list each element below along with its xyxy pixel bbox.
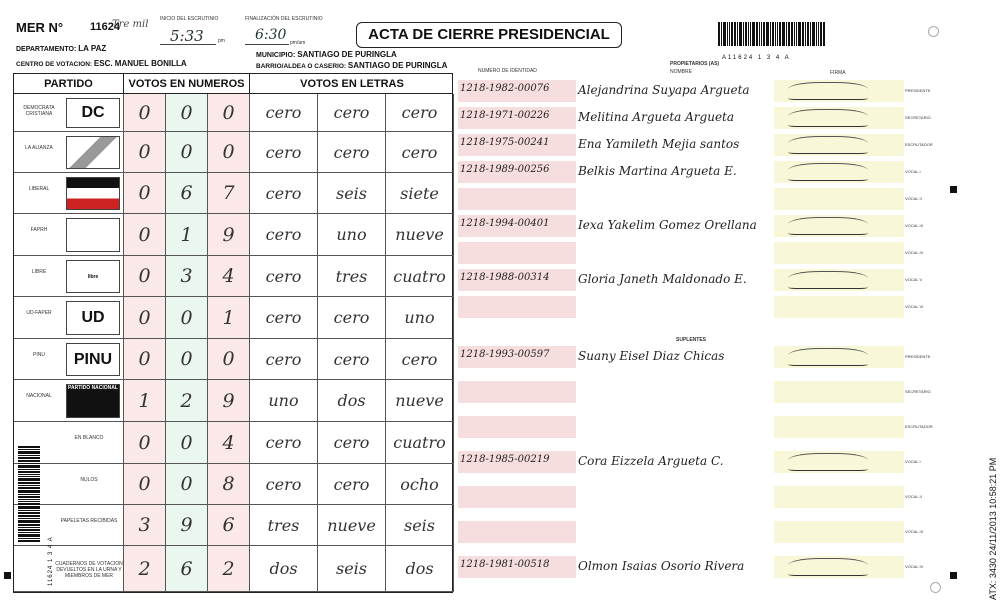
party-name: FAPRH bbox=[30, 227, 48, 233]
member-name: Alejandrina Suyapa Argueta bbox=[578, 83, 750, 97]
vote-number-digit: 4 bbox=[208, 422, 250, 464]
id-cell bbox=[458, 486, 576, 508]
left-barcode bbox=[18, 446, 40, 586]
vote-number-digit: 0 bbox=[124, 339, 166, 380]
barcode-bar bbox=[739, 22, 742, 46]
member-name: Melitina Argueta Argueta bbox=[578, 110, 735, 124]
barcode-bar bbox=[18, 465, 40, 468]
member-id: 1218-1993-00597 bbox=[460, 349, 550, 360]
table-header bbox=[14, 74, 452, 94]
barcode-bar bbox=[18, 474, 40, 475]
member-row bbox=[458, 486, 904, 508]
party-name: DEMOCRATA CRISTIANA bbox=[23, 105, 55, 117]
barcode-bar bbox=[18, 540, 40, 542]
barcode-bar bbox=[18, 512, 40, 514]
vote-word: cero bbox=[250, 214, 318, 256]
propietarios-label: PROPIETARIOS (AS) bbox=[670, 61, 720, 67]
barrio-line bbox=[256, 61, 447, 70]
signature-scribble bbox=[788, 453, 868, 471]
col-partido: PARTIDO bbox=[14, 74, 124, 94]
party-name: LIBERAL bbox=[28, 185, 50, 192]
barcode-bar bbox=[18, 446, 40, 448]
vote-word: tres bbox=[250, 505, 318, 546]
vote-number-digit: 9 bbox=[208, 380, 250, 422]
vote-word: seis bbox=[318, 546, 386, 592]
member-role: VOCAL V bbox=[905, 277, 923, 282]
barcode-bar bbox=[823, 22, 825, 46]
party-name: NULOS bbox=[80, 476, 98, 483]
party-cell bbox=[14, 214, 124, 256]
signature-scribble bbox=[788, 558, 868, 576]
vote-word: seis bbox=[386, 505, 454, 546]
member-role: VOCAL IV bbox=[905, 564, 924, 569]
inicio-label: INICIO DEL ESCRUTINIO bbox=[160, 16, 219, 22]
final-ampm: pm/am bbox=[290, 40, 306, 46]
vote-number-digit: 1 bbox=[124, 380, 166, 422]
barcode-bar bbox=[748, 22, 749, 46]
party-name: UD-FAPER bbox=[26, 310, 52, 316]
vote-number-digit: 7 bbox=[208, 173, 250, 214]
member-role: VOCAL II bbox=[905, 196, 922, 201]
party-logo: UD bbox=[66, 301, 120, 335]
id-cell bbox=[458, 188, 576, 210]
vote-number-digit: 0 bbox=[124, 214, 166, 256]
party-name: CUADERNOS DE VOTACION DEVUELTOS EN LA URNA Y MIEMBROS DE MER bbox=[55, 561, 123, 579]
vote-number-digit: 9 bbox=[208, 214, 250, 256]
member-row bbox=[458, 269, 904, 291]
party-name: NACIONAL bbox=[26, 393, 52, 399]
member-role: VOCAL III bbox=[905, 529, 923, 534]
signature-scribble bbox=[788, 109, 868, 127]
party-logo: DC bbox=[66, 98, 120, 128]
vote-word: uno bbox=[386, 297, 454, 339]
vote-number-digit: 1 bbox=[166, 214, 208, 256]
barcode-bar bbox=[816, 22, 817, 46]
barcode-bar bbox=[750, 22, 751, 46]
vote-word: cero bbox=[250, 297, 318, 339]
vote-word: cuatro bbox=[386, 256, 454, 297]
corner-hole-icon-bottom bbox=[930, 582, 941, 593]
vote-number-digit: 0 bbox=[124, 256, 166, 297]
signature-cell bbox=[774, 296, 904, 318]
barcode-bar bbox=[18, 538, 40, 539]
inicio-ampm: pm bbox=[218, 38, 225, 44]
barcode-bar bbox=[818, 22, 819, 46]
signature-cell bbox=[774, 188, 904, 210]
vote-number-digit: 0 bbox=[208, 94, 250, 132]
member-name: Gloria Janeth Maldonado E. bbox=[578, 272, 747, 286]
member-row bbox=[458, 381, 904, 403]
municipio-line bbox=[256, 50, 397, 59]
member-role: SECRETARIO bbox=[905, 115, 931, 120]
signature-cell bbox=[774, 242, 904, 264]
barrio-value: SANTIAGO DE PURINGLA bbox=[347, 61, 448, 70]
vote-number-digit: 0 bbox=[124, 422, 166, 464]
vote-word: cero bbox=[250, 422, 318, 464]
vote-word: dos bbox=[386, 546, 454, 592]
barcode-bar bbox=[718, 22, 720, 46]
vote-number-digit: 3 bbox=[124, 505, 166, 546]
party-name: EN BLANCO bbox=[74, 435, 104, 441]
member-name: Belkis Martina Argueta E. bbox=[578, 164, 737, 178]
barcode-bar bbox=[18, 487, 40, 489]
top-barcode bbox=[718, 22, 846, 52]
centro-line bbox=[16, 59, 187, 68]
vote-number-digit: 0 bbox=[208, 339, 250, 380]
barcode-bar bbox=[796, 22, 797, 46]
member-row bbox=[458, 161, 904, 183]
name-cell bbox=[576, 188, 776, 210]
barcode-bar bbox=[723, 22, 726, 46]
vote-word: cero bbox=[386, 94, 454, 132]
member-role: VOCAL III bbox=[905, 223, 923, 228]
name-cell bbox=[576, 381, 776, 403]
name-cell bbox=[576, 296, 776, 318]
party-logo bbox=[66, 136, 120, 169]
member-row bbox=[458, 556, 904, 578]
barcode-bar bbox=[18, 494, 40, 495]
barcode-bar bbox=[18, 469, 40, 470]
party-cell bbox=[14, 297, 124, 339]
signature-scribble bbox=[788, 271, 868, 289]
member-role: VOCAL VI bbox=[905, 304, 924, 309]
signature-cell bbox=[774, 486, 904, 508]
signature-cell bbox=[774, 416, 904, 438]
mer-script: Tre mil bbox=[112, 19, 149, 30]
vote-number-digit: 0 bbox=[124, 94, 166, 132]
col-numeros: VOTOS EN NUMEROS bbox=[124, 74, 250, 94]
vote-number-digit: 1 bbox=[208, 297, 250, 339]
barcode-bar bbox=[18, 527, 40, 528]
barcode-bar bbox=[18, 463, 40, 464]
col-letras: VOTOS EN LETRAS bbox=[300, 78, 404, 90]
signature-scribble bbox=[788, 348, 868, 366]
member-row bbox=[458, 416, 904, 438]
member-row bbox=[458, 296, 904, 318]
party-name: LIBRE bbox=[31, 268, 47, 275]
member-row bbox=[458, 215, 904, 237]
vote-table bbox=[13, 73, 453, 593]
barcode-bar bbox=[18, 534, 40, 537]
barcode-bar bbox=[731, 22, 733, 46]
barcode-bar bbox=[18, 482, 40, 484]
barcode-bar bbox=[18, 490, 40, 493]
vote-number-digit: 4 bbox=[208, 256, 250, 297]
barcode-bar bbox=[18, 451, 40, 454]
barcode-bar bbox=[18, 501, 40, 502]
vote-word: cero bbox=[386, 339, 454, 380]
barcode-bar bbox=[18, 503, 40, 505]
member-id: 1218-1994-00401 bbox=[460, 218, 550, 229]
barcode-bar bbox=[802, 22, 804, 46]
vote-word: nueve bbox=[386, 214, 454, 256]
vote-word: dos bbox=[250, 546, 318, 592]
barcode-bar bbox=[721, 22, 722, 46]
vote-word: cero bbox=[318, 94, 386, 132]
member-id: 1218-1971-00226 bbox=[460, 110, 550, 121]
nombre-column-label: NOMBRE bbox=[670, 69, 692, 75]
id-cell bbox=[458, 521, 576, 543]
departamento-line bbox=[16, 44, 106, 53]
vote-word: cero bbox=[318, 297, 386, 339]
member-name: Olmon Isaias Osorio Rivera bbox=[578, 559, 745, 573]
final-time: 6:30 bbox=[255, 27, 287, 43]
corner-hole-icon bbox=[928, 26, 939, 37]
barcode-bar bbox=[770, 22, 771, 46]
vote-number-digit: 2 bbox=[124, 546, 166, 592]
barcode-bar bbox=[18, 499, 40, 500]
vote-number-digit: 0 bbox=[124, 132, 166, 173]
member-row bbox=[458, 451, 904, 473]
member-id: 1218-1982-00076 bbox=[460, 83, 550, 94]
mer-number: 11624 bbox=[90, 21, 120, 33]
member-role: ESCRUTADOR bbox=[905, 424, 933, 429]
vote-word: seis bbox=[318, 173, 386, 214]
member-row bbox=[458, 134, 904, 156]
inicio-underline bbox=[160, 44, 216, 45]
barcode-bar bbox=[729, 22, 730, 46]
vote-word: cero bbox=[318, 422, 386, 464]
signature-cell bbox=[774, 381, 904, 403]
vote-number-digit: 0 bbox=[208, 132, 250, 173]
barcode-bar bbox=[18, 496, 40, 498]
barcode-bar bbox=[18, 485, 40, 486]
member-row bbox=[458, 107, 904, 129]
name-cell bbox=[576, 521, 776, 543]
party-name: LA ALIANZA bbox=[25, 144, 53, 151]
barcode-bar bbox=[18, 518, 40, 519]
barcode-bar bbox=[18, 529, 40, 531]
vote-number-digit: 0 bbox=[124, 297, 166, 339]
vote-word: uno bbox=[318, 214, 386, 256]
signature-scribble bbox=[788, 163, 868, 181]
barcode-bar bbox=[18, 471, 40, 473]
vote-number-digit: 6 bbox=[166, 173, 208, 214]
barcode-bar bbox=[18, 520, 40, 523]
vote-word: cero bbox=[318, 339, 386, 380]
barcode-bar bbox=[18, 532, 40, 533]
barcode-bar bbox=[812, 22, 815, 46]
municipio-value: SANTIAGO DE PURINGLA bbox=[297, 50, 397, 59]
centro-label: CENTRO DE VOTACION: bbox=[16, 61, 93, 68]
member-role: VOCAL I bbox=[905, 169, 921, 174]
barcode-bar bbox=[18, 524, 40, 526]
barcode-bar bbox=[18, 478, 40, 481]
vote-word: cero bbox=[318, 132, 386, 173]
member-role: VOCAL I bbox=[905, 459, 921, 464]
party-name: PINU bbox=[33, 351, 45, 358]
barcode-bar bbox=[805, 22, 806, 46]
barcode-bar bbox=[807, 22, 809, 46]
vote-word: ocho bbox=[386, 464, 454, 505]
departamento-label: DEPARTAMENTO: bbox=[16, 46, 77, 53]
vote-word: cero bbox=[250, 132, 318, 173]
vote-word: cero bbox=[250, 173, 318, 214]
barcode-bar bbox=[737, 22, 738, 46]
member-row bbox=[458, 188, 904, 210]
party-cell bbox=[14, 380, 124, 422]
vote-word: cero bbox=[250, 339, 318, 380]
member-row bbox=[458, 346, 904, 368]
barcode-bar bbox=[727, 22, 728, 46]
barcode-bar bbox=[788, 22, 790, 46]
name-cell bbox=[576, 486, 776, 508]
vote-number-digit: 3 bbox=[166, 256, 208, 297]
id-column-label: NUMERO DE IDENTIDAD bbox=[478, 68, 537, 74]
vote-word: cero bbox=[250, 464, 318, 505]
registration-mark bbox=[4, 572, 11, 579]
barcode-bar bbox=[763, 22, 765, 46]
barcode-bar bbox=[752, 22, 755, 46]
vote-number-digit: 9 bbox=[166, 505, 208, 546]
final-underline bbox=[245, 44, 289, 45]
vote-number-digit: 8 bbox=[208, 464, 250, 505]
barcode-bar bbox=[18, 510, 40, 511]
barcode-bar bbox=[820, 22, 822, 46]
member-id: 1218-1975-00241 bbox=[460, 137, 550, 148]
id-cell bbox=[458, 416, 576, 438]
barcode-bar bbox=[772, 22, 774, 46]
registration-mark bbox=[950, 572, 957, 579]
vote-number-digit: 6 bbox=[166, 546, 208, 592]
party-cell bbox=[14, 173, 124, 214]
departamento-value: LA PAZ bbox=[78, 44, 107, 53]
vote-number-digit: 0 bbox=[124, 464, 166, 505]
member-id: 1218-1988-00314 bbox=[460, 272, 550, 283]
barcode-bar bbox=[775, 22, 776, 46]
party-logo: PINU bbox=[66, 343, 120, 376]
party-cell bbox=[14, 256, 124, 297]
left-barcode-text: 11624 1 3 4 A bbox=[48, 536, 54, 586]
municipio-label: MUNICIPIO: bbox=[256, 52, 296, 59]
name-cell bbox=[576, 416, 776, 438]
member-name: Iexa Yakelim Gomez Orellana bbox=[578, 218, 757, 232]
signature-cell bbox=[774, 521, 904, 543]
member-role: PRESIDENTE bbox=[905, 88, 931, 93]
barcode-bar bbox=[745, 22, 747, 46]
barcode-bar bbox=[794, 22, 795, 46]
member-role: SECRETARIO bbox=[905, 389, 931, 394]
vote-word: cuatro bbox=[386, 422, 454, 464]
party-cell bbox=[14, 94, 124, 132]
member-id: 1218-1989-00256 bbox=[460, 164, 550, 175]
member-role: PRESIDENTE bbox=[905, 354, 931, 359]
signature-scribble bbox=[788, 217, 868, 235]
vote-number-digit: 0 bbox=[166, 339, 208, 380]
document-title: ACTA DE CIERRE PRESIDENCIAL bbox=[356, 22, 622, 48]
barcode-bar bbox=[756, 22, 758, 46]
suplentes-label: SUPLENTES bbox=[676, 337, 707, 343]
vote-word: cero bbox=[386, 132, 454, 173]
barcode-bar bbox=[18, 457, 40, 459]
party-logo bbox=[66, 177, 120, 210]
final-label: FINALIZACIÓN DEL ESCRUTINIO bbox=[245, 16, 323, 22]
name-cell bbox=[576, 242, 776, 264]
vote-word: cero bbox=[250, 256, 318, 297]
signature-scribble bbox=[788, 136, 868, 154]
vote-number-digit: 0 bbox=[166, 422, 208, 464]
barcode-bar bbox=[18, 460, 40, 462]
signature-scribble bbox=[788, 82, 868, 100]
member-row bbox=[458, 80, 904, 102]
party-cell bbox=[14, 132, 124, 173]
vote-number-digit: 2 bbox=[208, 546, 250, 592]
vote-number-digit: 0 bbox=[166, 297, 208, 339]
party-logo: PARTIDO NACIONAL bbox=[66, 384, 120, 418]
mer-label: MER N° bbox=[16, 20, 64, 35]
barcode-bar bbox=[761, 22, 762, 46]
barcode-bar bbox=[18, 515, 40, 517]
member-name: Ena Yamileth Mejia santos bbox=[578, 137, 740, 151]
vote-number-digit: 0 bbox=[124, 173, 166, 214]
side-stamp: ATX: 3430 24/11/2013 10:58:21 PM bbox=[988, 457, 998, 600]
member-id: 1218-1985-00219 bbox=[460, 454, 550, 465]
party-logo bbox=[66, 218, 120, 252]
vote-word: nueve bbox=[386, 380, 454, 422]
vote-number-digit: 0 bbox=[166, 132, 208, 173]
barcode-bar bbox=[18, 476, 40, 477]
barcode-bar bbox=[734, 22, 736, 46]
barcode-bar bbox=[759, 22, 760, 46]
member-role: VOCAL II bbox=[905, 494, 922, 499]
top-barcode-text: A11624 1 3 4 A bbox=[722, 55, 791, 61]
id-cell bbox=[458, 381, 576, 403]
vote-word: dos bbox=[318, 380, 386, 422]
member-id: 1218-1981-00518 bbox=[460, 559, 550, 570]
barrio-label: BARRIO/ALDEA O CASERIO: bbox=[256, 63, 347, 70]
vote-word: cero bbox=[250, 94, 318, 132]
vote-word: nueve bbox=[318, 505, 386, 546]
barcode-bar bbox=[766, 22, 769, 46]
registration-mark bbox=[950, 186, 957, 193]
member-role: ESCRUTADOR bbox=[905, 142, 933, 147]
member-name: Suany Eisel Diaz Chicas bbox=[578, 349, 725, 363]
barcode-bar bbox=[18, 455, 40, 456]
barcode-bar bbox=[791, 22, 793, 46]
barcode-bar bbox=[18, 449, 40, 450]
vote-number-digit: 0 bbox=[166, 94, 208, 132]
firma-column-label: FIRMA bbox=[830, 70, 846, 76]
id-cell bbox=[458, 242, 576, 264]
id-cell bbox=[458, 296, 576, 318]
vote-word: cero bbox=[318, 464, 386, 505]
vote-word: tres bbox=[318, 256, 386, 297]
vote-number-digit: 0 bbox=[166, 464, 208, 505]
barcode-bar bbox=[798, 22, 801, 46]
barcode-bar bbox=[779, 22, 781, 46]
barcode-bar bbox=[743, 22, 744, 46]
vote-word: uno bbox=[250, 380, 318, 422]
member-role: VOCAL IV bbox=[905, 250, 924, 255]
member-row bbox=[458, 521, 904, 543]
barcode-bar bbox=[782, 22, 785, 46]
barcode-bar bbox=[777, 22, 778, 46]
party-name: PAPELETAS RECIBIDAS bbox=[60, 517, 118, 524]
inicio-time: 5:33 bbox=[170, 27, 204, 45]
party-logo: libre bbox=[66, 260, 120, 293]
barcode-bar bbox=[810, 22, 811, 46]
centro-value: ESC. MANUEL BONILLA bbox=[93, 59, 187, 68]
vote-word: siete bbox=[386, 173, 454, 214]
party-cell bbox=[14, 339, 124, 380]
member-name: Cora Eizzela Argueta C. bbox=[578, 454, 724, 468]
vote-number-digit: 2 bbox=[166, 380, 208, 422]
barcode-bar bbox=[18, 506, 40, 509]
member-row bbox=[458, 242, 904, 264]
vote-number-digit: 6 bbox=[208, 505, 250, 546]
barcode-bar bbox=[786, 22, 787, 46]
